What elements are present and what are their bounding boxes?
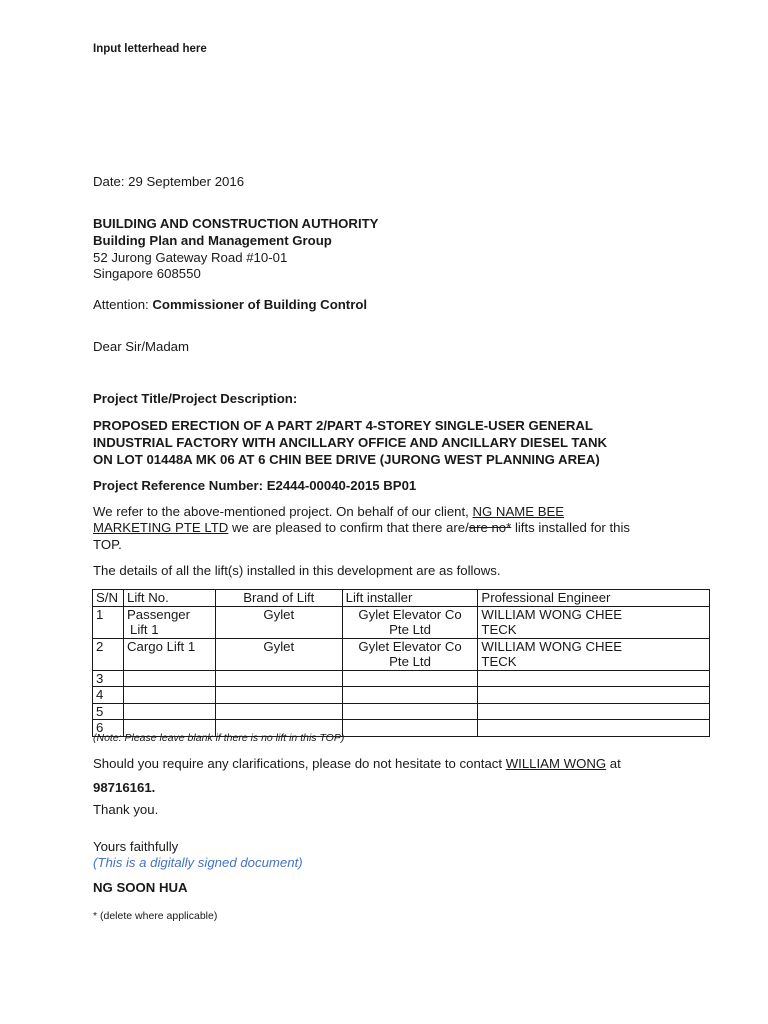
table-cell <box>342 638 478 670</box>
project-title-label: Project Title/Project Description: <box>93 391 298 406</box>
table-cell <box>478 720 710 737</box>
installer-line: Gylet Elevator Co <box>358 606 462 622</box>
table-row <box>93 606 710 638</box>
table-cell <box>342 670 478 687</box>
footnote: * (delete where applicable) <box>93 910 218 922</box>
addressee-city: Singapore 608550 <box>93 266 201 281</box>
installer-line: Pte Ltd <box>389 622 431 637</box>
table-cell <box>478 670 710 687</box>
body-paragraph-1-line-2 <box>93 520 630 535</box>
table-cell: 5 <box>93 703 124 720</box>
letter-date: Date: 29 September 2016 <box>93 174 245 189</box>
table-cell: Cargo Lift 1 <box>123 638 215 670</box>
client-name-part-2: MARKETING PTE LTD <box>93 520 229 535</box>
body-text: we are pleased to confirm that there are/ <box>228 520 469 535</box>
attention-label: Attention: <box>93 297 149 312</box>
engineer-line: TECK <box>481 654 517 669</box>
table-cell <box>342 703 478 720</box>
table-cell <box>215 687 342 704</box>
table-cell <box>478 606 710 638</box>
installer-line: Pte Ltd <box>389 654 431 669</box>
project-reference: Project Reference Number: E2444-00040-2015 BP01 <box>93 478 417 493</box>
table-cell <box>123 687 215 704</box>
contact-paragraph <box>93 756 621 771</box>
table-note: (Note: Please leave blank if there is no lift in this TOP) <box>93 732 345 744</box>
lift-details-table <box>92 589 710 737</box>
project-desc-line-2: INDUSTRIAL FACTORY WITH ANCILLARY OFFICE AND ANCILLARY DIESEL TANK <box>93 435 608 450</box>
engineer-line: WILLIAM WONG CHEE <box>481 638 623 654</box>
lift-no-line: Lift 1 <box>129 622 159 637</box>
contact-phone: 98716161. <box>93 780 156 795</box>
table-cell <box>342 720 478 737</box>
contact-text: Should you require any clarifications, please do not hesitate to contact <box>93 756 506 771</box>
table-cell <box>215 703 342 720</box>
attention-line <box>93 297 367 312</box>
body-paragraph-1-line-1 <box>93 504 564 519</box>
table-cell <box>123 670 215 687</box>
table-row <box>93 703 710 720</box>
table-cell <box>123 703 215 720</box>
client-name-part-1: NG NAME BEE <box>472 504 565 519</box>
table-cell: 1 <box>93 606 124 638</box>
table-cell <box>342 687 478 704</box>
lift-no-line: Passenger <box>126 606 191 622</box>
table-cell <box>215 670 342 687</box>
attention-value: Commissioner of Building Control <box>152 297 368 312</box>
body-paragraph-2: The details of all the lift(s) installed in this development are as follows. <box>93 563 501 578</box>
engineer-line: TECK <box>481 622 517 637</box>
project-desc-line-1: PROPOSED ERECTION OF A PART 2/PART 4-STOREY SINGLE-USER GENERAL <box>93 418 593 433</box>
table-cell <box>478 687 710 704</box>
table-cell <box>123 606 215 638</box>
table-cell <box>342 606 478 638</box>
closing-line: Yours faithfully <box>93 839 179 854</box>
digital-signature-note: (This is a digitally signed document) <box>93 855 303 870</box>
table-header: Brand of Lift <box>215 590 342 607</box>
addressee-group: Building Plan and Management Group <box>93 233 332 248</box>
table-row <box>93 687 710 704</box>
table-cell: 2 <box>93 638 124 670</box>
thanks-line: Thank you. <box>93 802 159 817</box>
table-cell: 4 <box>93 687 124 704</box>
addressee-street: 52 Jurong Gateway Road #10-01 <box>93 250 288 265</box>
body-text: We refer to the above-mentioned project. On behalf of our client, <box>93 504 473 519</box>
table-header: S/N <box>93 590 124 607</box>
table-cell: 3 <box>93 670 124 687</box>
table-cell <box>478 638 710 670</box>
table-cell: Gylet <box>215 638 342 670</box>
addressee-org: BUILDING AND CONSTRUCTION AUTHORITY <box>93 216 379 231</box>
table-header: Lift installer <box>342 590 478 607</box>
contact-name: WILLIAM WONG <box>505 756 607 771</box>
installer-line: Gylet Elevator Co <box>358 638 462 654</box>
table-header: Professional Engineer <box>478 590 710 607</box>
table-row <box>93 670 710 687</box>
struck-option: are no* <box>468 520 512 535</box>
salutation: Dear Sir/Madam <box>93 339 190 354</box>
table-header-row <box>93 590 710 607</box>
contact-at: at <box>606 756 621 771</box>
body-paragraph-1-line-3: TOP. <box>93 537 122 552</box>
signatory-name: NG SOON HUA <box>93 880 188 895</box>
table-cell <box>478 703 710 720</box>
table-header: Lift No. <box>123 590 215 607</box>
table-cell: Gylet <box>215 606 342 638</box>
body-text: lifts installed for this <box>511 520 631 535</box>
table-row <box>93 638 710 670</box>
letterhead-placeholder: Input letterhead here <box>93 43 207 55</box>
project-desc-line-3: ON LOT 01448A MK 06 AT 6 CHIN BEE DRIVE (JURONG WEST PLANNING AREA) <box>93 452 600 467</box>
engineer-line: WILLIAM WONG CHEE <box>481 606 623 622</box>
table-cell: 6 <box>93 720 124 737</box>
